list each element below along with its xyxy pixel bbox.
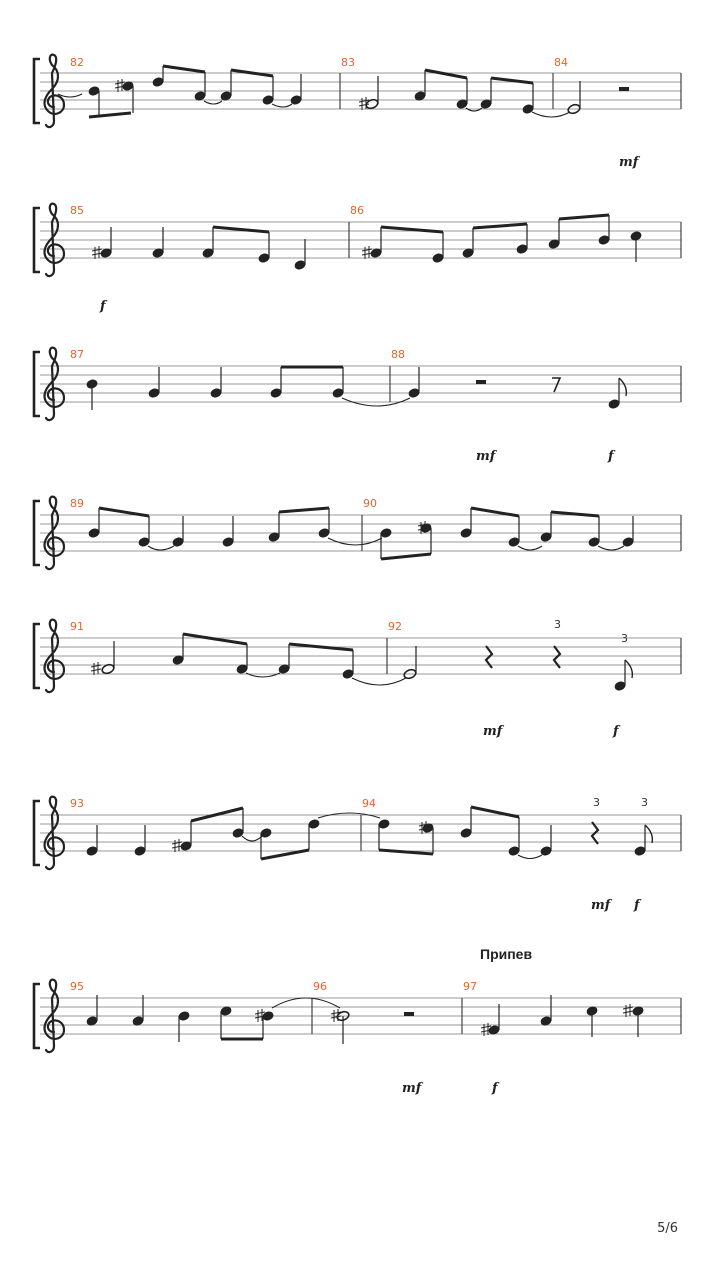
system-4	[34, 497, 681, 569]
tuplet-number: 3	[641, 796, 648, 809]
sharps	[91, 662, 101, 675]
dynamic-marking: mf	[476, 449, 496, 464]
staff-lines	[40, 998, 681, 1034]
staff-lines	[40, 638, 681, 674]
measure-number: 93	[70, 797, 84, 810]
measure-number: 95	[70, 980, 84, 993]
system-bracket	[34, 801, 40, 865]
section-label: Припев	[480, 946, 533, 962]
measure-number: 82	[70, 56, 84, 69]
measure-number: 97	[463, 980, 477, 993]
dynamic-marking: mf	[591, 898, 611, 913]
sharps	[172, 821, 429, 852]
ties	[58, 94, 570, 117]
dynamic-marking: f	[100, 299, 106, 314]
ties	[148, 538, 624, 550]
system-1	[34, 55, 681, 170]
tuplet-number: 3	[593, 796, 600, 809]
dynamic-marking: mf	[483, 724, 503, 739]
staff-lines	[40, 515, 681, 551]
measure-number: 85	[70, 204, 84, 217]
measure-number: 88	[391, 348, 405, 361]
tuplet-number: 3	[621, 632, 628, 645]
system-bracket	[34, 352, 40, 416]
dynamic-marking: mf	[402, 1081, 422, 1096]
measure-number: 87	[70, 348, 84, 361]
notes	[100, 215, 642, 270]
system-2	[34, 204, 681, 314]
measure-number: 90	[363, 497, 377, 510]
notes	[86, 995, 644, 1044]
dynamic-marking: f	[608, 449, 614, 464]
dynamic-marking: mf	[619, 155, 639, 170]
page-number: 5/6	[657, 1221, 678, 1236]
measure-number: 94	[362, 797, 376, 810]
ties	[246, 673, 406, 685]
system-7	[34, 980, 681, 1096]
measure-number: 84	[554, 56, 568, 69]
staff-lines	[40, 222, 681, 258]
dynamic-marking: f	[492, 1081, 498, 1096]
tuplet-number: 3	[554, 618, 561, 631]
system-bracket	[34, 59, 40, 123]
sharps	[92, 246, 372, 259]
measure-number: 89	[70, 497, 84, 510]
dynamic-marking: f	[613, 724, 619, 739]
system-bracket	[34, 208, 40, 272]
system-bracket	[34, 984, 40, 1048]
system-bracket	[34, 624, 40, 688]
system-6	[34, 796, 681, 913]
system-3	[34, 348, 681, 464]
measure-number: 83	[341, 56, 355, 69]
notes	[101, 634, 632, 691]
dynamic-marking: f	[634, 898, 640, 913]
measure-number: 92	[388, 620, 402, 633]
measure-number: 86	[350, 204, 364, 217]
system-5	[34, 618, 681, 739]
measure-number: 91	[70, 620, 84, 633]
system-bracket	[34, 501, 40, 565]
staff-lines	[40, 73, 681, 109]
measure-number: 96	[313, 980, 327, 993]
staff-lines	[40, 366, 681, 402]
